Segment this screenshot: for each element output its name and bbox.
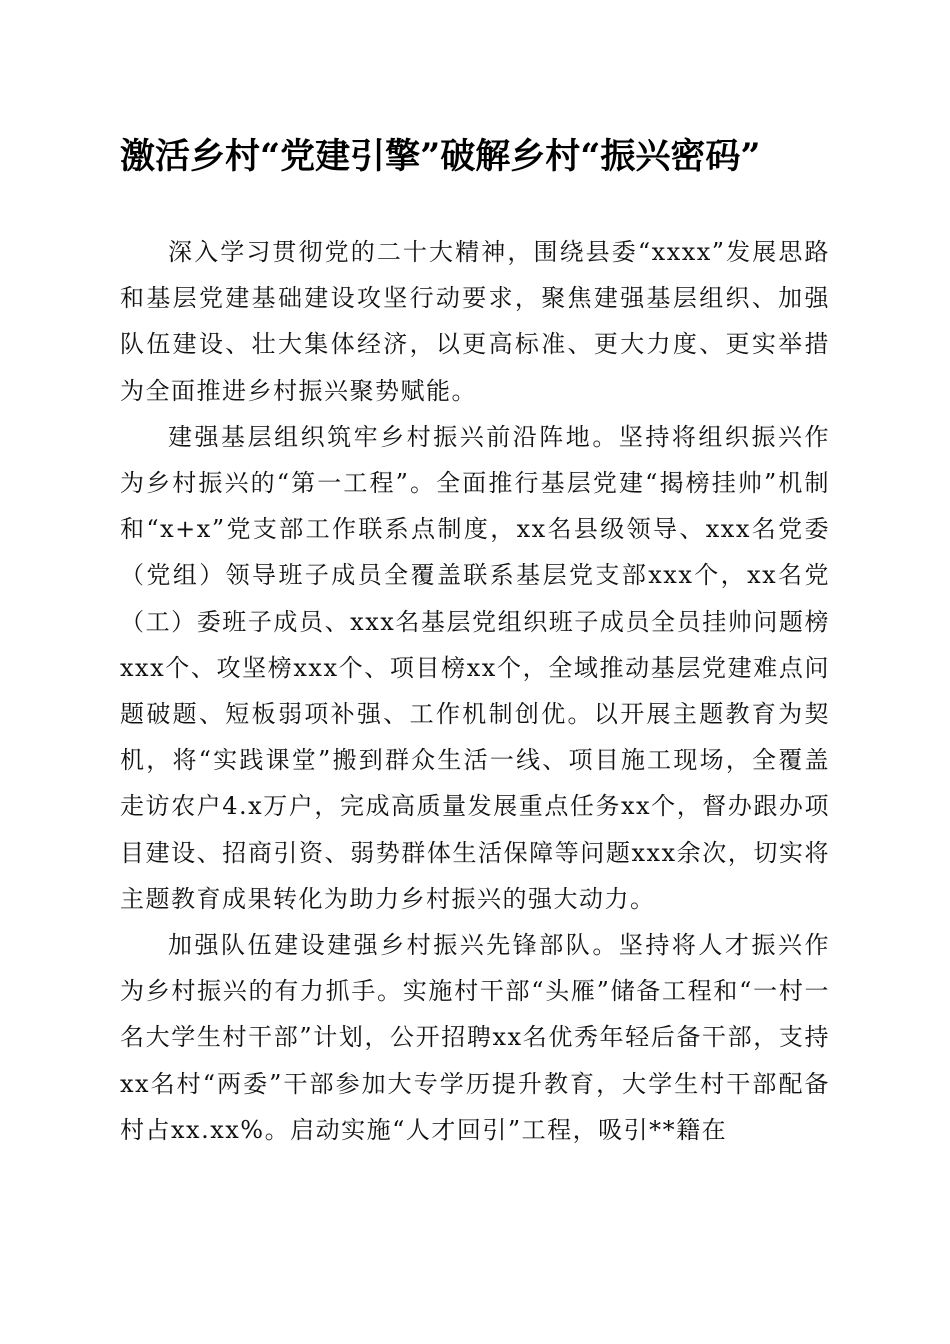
paragraph-team-building: 加强队伍建设建强乡村振兴先锋部队。坚持将人才振兴作为乡村振兴的有力抓手。实施村干部“头雁”储备工程和“一村一名大学生村干部”计划，公开招聘xx名优秀年轻后备干部，支持xx名村“两委”干部参加大专学历提升教育，大学生村干部配备村占xx.xx%。启动实施“人才回引”工程，吸引**籍在 [120, 931, 830, 1144]
document-body [120, 229, 830, 1153]
paragraph-organization: 建强基层组织筑牢乡村振兴前沿阵地。坚持将组织振兴作为乡村振兴的“第一工程”。全面推行基层党建“揭榜挂帅”机制和“x+x”党支部工作联系点制度，xx名县级领导、xxx名党委（党组）领导班子成员全覆盖联系基层党支部xxx个，xx名党（工）委班子成员、xxx名基层党组织班子成员全员挂帅问题榜xxx个、攻坚榜xxx个、项目榜xx个，全域推动基层党建难点问题破题、短板弱项补强、工作机制创优。以开展主题教育为契机，将“实践课堂”搬到群众生活一线、项目施工现场，全覆盖走访农户4.x万户，完成高质量发展重点任务xx个，督办跟办项目建设、招商引资、弱势群体生活保障等问题xxx余次，切实将主题教育成果转化为助力乡村振兴的强大动力。 [120, 422, 830, 913]
paragraph-intro: 深入学习贯彻党的二十大精神，围绕县委“xxxx”发展思路和基层党建基础建设攻坚行动要求，聚焦建强基层组织、加强队伍建设、壮大集体经济，以更高标准、更大力度、更实举措为全面推进乡村振兴聚势赋能。 [120, 238, 830, 405]
document-title: 激活乡村“党建引擎”破解乡村“振兴密码” [120, 136, 761, 177]
